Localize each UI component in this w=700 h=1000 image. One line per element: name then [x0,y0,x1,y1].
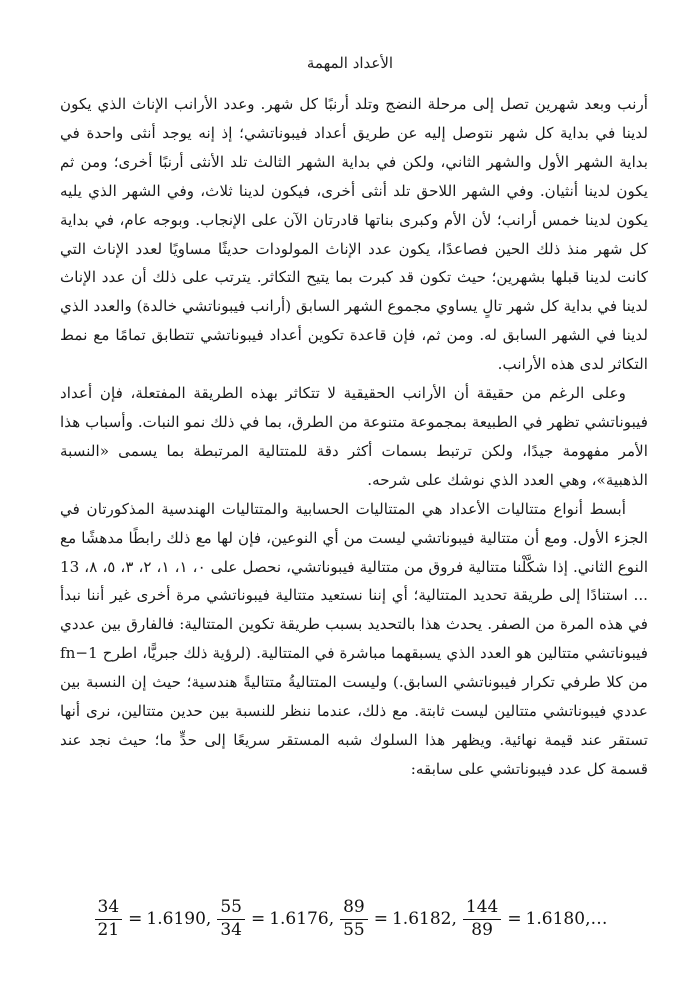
ratio-value: 1.6176 [269,909,329,930]
equals-sign: = [250,909,266,930]
equals-sign: = [128,909,143,930]
ellipsis: ,… [585,909,608,930]
comma: , [205,909,212,930]
ratio-formula [0,898,700,940]
ratio-value: 1.6180 [525,909,586,930]
equals-sign: = [373,909,388,930]
numerator: 144 [463,898,501,920]
fraction-1 [95,898,123,940]
numerator: 55 [217,898,245,920]
fraction-2 [217,898,245,940]
paragraph-3: أبسط أنواع متتاليات الأعداد هي المتتاليات الحسابية والمتتاليات الهندسية المذكورتان في الجزء الأول. ومع أن متتالية فيبوناتشي ليست من أي النوعين، فإن لها مع ذلك رابطًا مدهشًا مع النوع الثاني. إذا شكَّلْنا متتالية فروق من متتالية فيبوناتشي، نحصل على ٠، ١، ١، ٢، ٣، ٥، ٨، 13 ... استنادًا إلى طريقة تحديد المتتالية؛ أي إننا نستعيد متتالية فيبوناتشي مرة أخرى غير أننا نبدأ في هذه المرة من الصفر. يحدث هذا بالتحديد بسبب طريقة تكوين المتتالية: فالفارق بين عددي فيبوناتشي متتالين هو العدد الذي يسبقهما مباشرة في المتتالية. (لرؤية ذلك جبريًّا، اطرح fn−1 من كلا طرفي تكرار فيبوناتشي السابق.) وليست المتتاليةُ متتاليةً هندسية؛ حيث إن النسبة بين عددي فيبوناتشي متتالين ليست ثابتة. مع ذلك، عندما ننظر للنسبة بين حدين متتالين، نرى أنها تستقر عند قيمة نهائية. ويظهر هذا السلوك شبه المستقر سريعًا إلى حدٍّ ما؛ حيث نجد عند قسمة كل عدد فيبوناتشي على سابقه: [60,499,649,778]
denominator: 89 [471,919,493,940]
paragraph-1: أرنب وبعد شهرين تصل إلى مرحلة النضج وتلد أرنبًا كل شهر. وعدد الأرانب الإناث الذي يكون لدينا في بداية كل شهر نتوصل إليه عن طريق أعداد فيبوناتشي؛ إذ إنه يوجد أنثى واحدة في بداية الشهر الأول والشهر الثاني، ولكن في بداية الشهر الثالث تلد الأنثى أرنبًا أخرى؛ ومن ثم يكون لدينا أنثيان. وفي الشهر اللاحق تلد أنثى أخرى، فيكون لدينا ثلاث، وفي الشهر الذي يليه يكون لدينا خمس أرانب؛ لأن الأم وكبرى بناتها قادرتان الآن على الإنجاب. وبوجه عام، في بداية كل شهر منذ ذلك الحين فصاعدًا، يكون عدد الإناث المولودات حديثًا مساويًا لعدد الإناث التي كانت لدينا قبلها بشهرين؛ حيث تكون قد كبرت بما يتيح التكاثر. يترتب على ذلك أن عدد الإناث لدينا في بداية كل شهر تالٍ يساوي مجموع الشهر السابق (أرانب فيبوناتشي خالدة) والعدد الذي لدينا في الشهر السابق له. ومن ثم، فإن قاعدة تكوين أعداد فيبوناتشي تتطابق تمامًا مع نمط التكاثر لدى هذه الأرانب. [60,95,648,374]
fraction-3 [340,898,368,940]
running-head: الأعداد المهمة [306,54,394,72]
numerator: 89 [340,898,368,920]
body-text [60,90,648,784]
ratio-value: 1.6182 [391,909,452,930]
comma: , [451,909,457,930]
paragraph-2: وعلى الرغم من حقيقة أن الأرانب الحقيقية لا تتكاثر بهذه الطريقة المفتعلة، فإن أعداد فيبوناتشي تظهر في الطبيعة بمجموعة متنوعة من الطرق، بما في ذلك نمو النبات. وأسباب هذا الأمر مفهومة جيدًا، ولكن ترتبط بسمات أكثر دقة للمتتالية المرتبطة بما يسمى «النسبة الذهبية»، وهي العدد الذي نوشك على شرحه. [60,384,648,489]
comma: , [328,909,335,930]
denominator: 21 [97,919,120,940]
fraction-4 [463,898,501,940]
equals-sign: = [507,909,522,930]
ratio-value: 1.6190 [146,909,206,930]
numerator: 34 [95,898,123,920]
denominator: 55 [343,919,365,940]
denominator: 34 [220,919,242,940]
